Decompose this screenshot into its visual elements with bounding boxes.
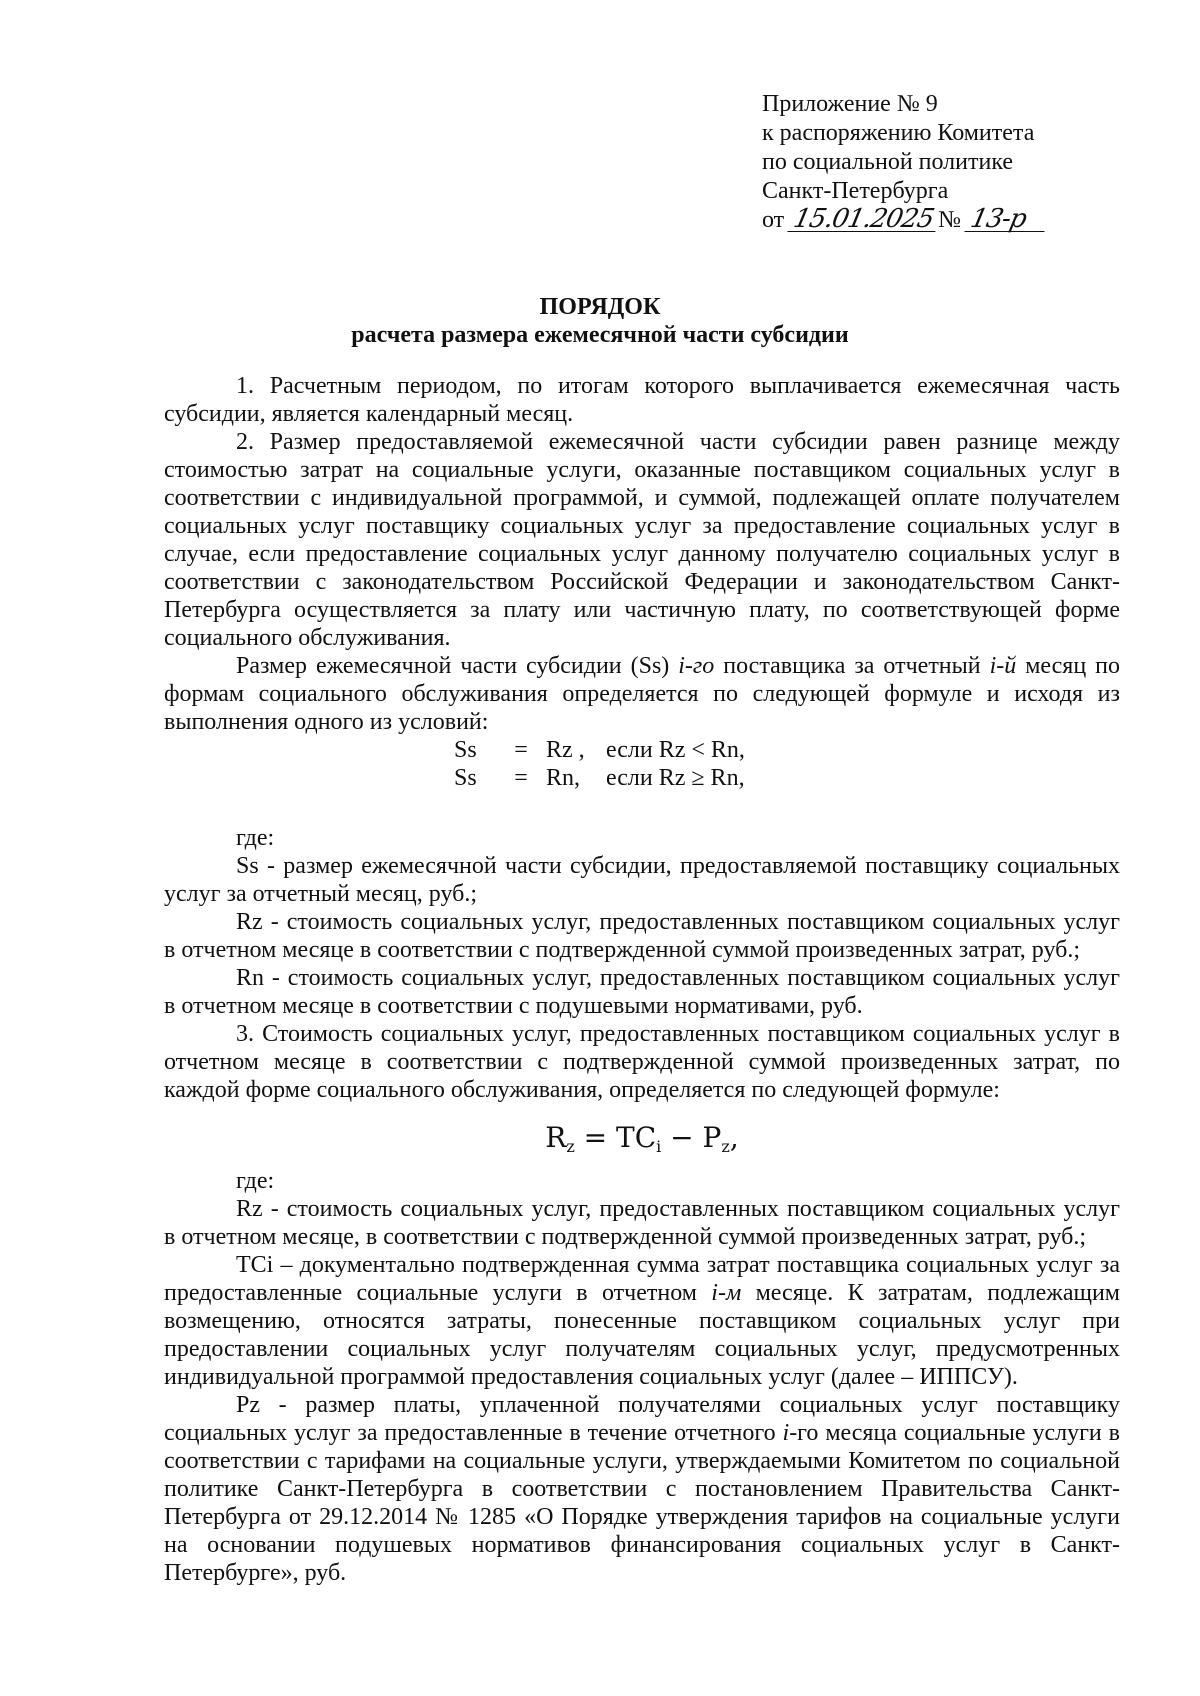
formula-r-sub: z (566, 1137, 575, 1156)
appendix-header (762, 90, 1047, 235)
tci-part-b: месяце. К затратам, подлежащим возмещению, относятся затраты, понесенные поставщиком социальных услуг при предоставлении социальных услуг получателям социальных услуг, предусмотренных индивидуальной программой предоставления социальных услуг (далее – ИППСУ). (164, 1280, 1120, 1390)
condition-rhs: Rn, (546, 765, 581, 791)
p3-part-c: месяц по формам социального обслуживания определяется по следующей формуле и исходя из выполнения одного из условий: (164, 653, 1120, 735)
where-label-1: где: (236, 825, 275, 851)
pz-i: i (782, 1420, 790, 1446)
condition-eq: = (514, 737, 528, 763)
condition-lhs: Ss (454, 737, 477, 763)
document-body (164, 372, 1120, 1587)
condition-rhs: Rz , (546, 737, 585, 763)
pz-part-b: -го месяца социальные услуги в соответствии с тарифами на социальные услуги, утверждаемыми Комитетом по социальной политике Санкт-Петербурга в соответствии с постановлением Правительства Санкт-Петербурга от 29.12.2014 № 1285 «О Порядке утверждения тарифов на социальные услуги на основании подушевых нормативов финансирования социальных услуг в Санкт-Петербурге», руб. (164, 1420, 1120, 1586)
condition-row (164, 736, 1120, 764)
pz-part-a: Pz - размер платы, уплаченной получателями социальных услуг поставщику социальных услуг за предоставленные в течение отчетного (164, 1392, 1120, 1446)
condition-clause: если Rz < Rn, (606, 737, 745, 763)
paragraph-4: 3. Стоимость социальных услуг, предоставленных поставщиком социальных услуг в отчетном месяце в соответствии с подтвержденной суммой произведенных затрат, по каждой форме социального обслуживания, определяется по следующей формуле: (164, 1021, 1120, 1103)
appendix-line-4: Санкт-Петербурга (762, 178, 949, 204)
definition-pz (164, 1391, 1120, 1587)
appendix-line-3: по социальной политике (762, 149, 1014, 175)
handwritten-date: 15.01.2025 (788, 207, 941, 232)
formula-rz (164, 1118, 1120, 1167)
formula-end: , (729, 1121, 739, 1154)
p3-part-a: Размер ежемесячной части субсидии (Ss) (236, 653, 679, 679)
p3-i-go: i-го (678, 653, 715, 679)
formula-p-sub: z (721, 1137, 730, 1156)
formula-eq: = (574, 1121, 617, 1154)
tci-i-m: i-м (711, 1280, 742, 1306)
paragraph-1: 1. Расчетным периодом, по итогам которого выплачивается ежемесячная часть субсидии, является календарный месяц. (164, 373, 1120, 427)
appendix-date-row (762, 206, 1047, 235)
from-label: от (762, 207, 785, 233)
definition-rz: Rz - стоимость социальных услуг, предоставленных поставщиком социальных услуг в отчетном месяце в соответствии с подтвержденной суммой произведенных затрат, руб.; (164, 909, 1120, 963)
tci-part-a: TCi – документально подтвержденная сумма затрат поставщика социальных услуг за предоставленные социальные услуги в отчетном (164, 1252, 1120, 1306)
formula-tc: TC (616, 1121, 657, 1154)
definition-rn: Rn - стоимость социальных услуг, предоставленных поставщиком социальных услуг в отчетном месяце в соответствии с подушевыми нормативами, руб. (164, 965, 1120, 1019)
document-subtitle: расчета размера ежемесячной части субсидии (351, 322, 849, 348)
condition-eq: = (514, 765, 528, 791)
appendix-line-2: к распоряжению Комитета (762, 120, 1035, 146)
paragraph-3 (164, 652, 1120, 736)
appendix-line-1: Приложение № 9 (762, 91, 938, 117)
formula-tc-sub: i (656, 1137, 662, 1156)
handwritten-number: 13-р (964, 207, 1049, 232)
condition-lhs: Ss (454, 765, 477, 791)
definition-ss: Ss - размер ежемесячной части субсидии, предоставляемой поставщику социальных услуг за отчетный месяц, руб.; (164, 853, 1120, 907)
definition-rz-2: Rz - стоимость социальных услуг, предоставленных поставщиком социальных услуг в отчетном месяце, в соответствии с подтвержденной суммой произведенных затрат, руб.; (164, 1196, 1120, 1250)
document-title: ПОРЯДОК (539, 294, 661, 320)
definition-tci (164, 1251, 1120, 1391)
condition-row (164, 764, 1120, 792)
p3-i-y: i-й (989, 653, 1017, 679)
spacer (164, 792, 1120, 824)
number-label: № (938, 207, 962, 233)
formula-minus: − (661, 1121, 703, 1154)
where-label-2: где: (236, 1168, 275, 1194)
formula-p: P (702, 1121, 722, 1154)
condition-clause: если Rz ≥ Rn, (606, 765, 745, 791)
p3-part-b: поставщика за отчетный (714, 653, 990, 679)
paragraph-2: 2. Размер предоставляемой ежемесячной части субсидии равен разнице между стоимостью затрат на социальные услуги, оказанные поставщиком социальных услуг в соответствии с индивидуальной программой, и суммой, подлежащей оплате получателем социальных услуг поставщику социальных услуг за предоставление социальных услуг в случае, если предоставление социальных услуг данному получателю социальных услуг в соответствии с законодательством Российской Федерации и законодательством Санкт-Петербурга осуществляется за плату или частичную плату, по соответствующей форме социального обслуживания. (164, 429, 1120, 651)
formula-r: R (545, 1121, 567, 1154)
conditions-block (164, 736, 1120, 792)
